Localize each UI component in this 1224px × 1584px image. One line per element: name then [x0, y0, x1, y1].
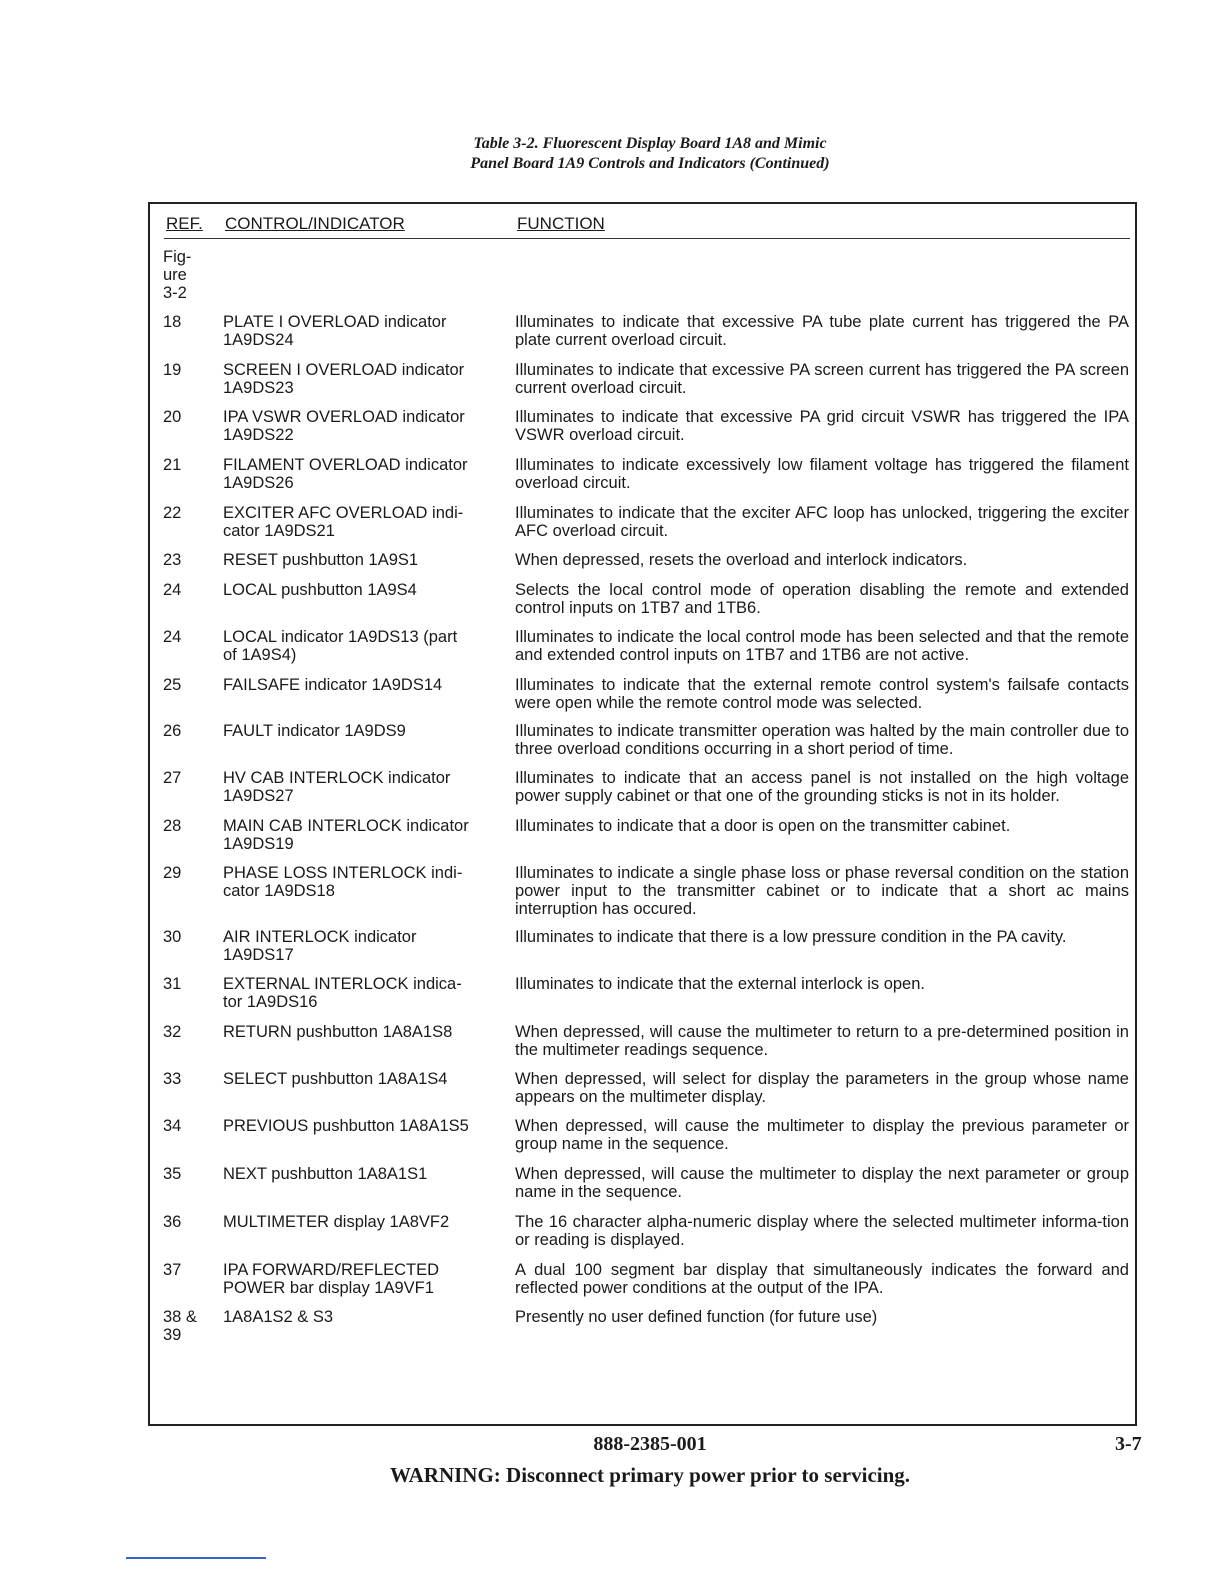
ref-cell: 27	[163, 769, 182, 787]
function-cell: Illuminates to indicate that excessive PA screen current has triggered the PA screen current overload circuit.	[515, 361, 1129, 397]
ref-cell: 30	[163, 928, 182, 946]
doc-number: 888-2385-001	[593, 1433, 707, 1455]
function-cell: Illuminates to indicate excessively low filament voltage has triggered the filament overload circuit.	[515, 456, 1129, 492]
control-cell: FILAMENT OVERLOAD indicator 1A9DS26	[223, 456, 468, 492]
control-cell: EXCITER AFC OVERLOAD indi- cator 1A9DS21	[223, 504, 464, 540]
ref-cell: Fig- ure 3-2	[163, 248, 192, 302]
function-cell: Illuminates to indicate that excessive PA tube plate current has triggered the PA plate current overload circuit.	[515, 313, 1129, 349]
ref-cell: 31	[163, 975, 182, 993]
ref-cell: 24	[163, 628, 182, 646]
function-cell: Illuminates to indicate that excessive PA grid circuit VSWR has triggered the IPA VSWR overload circuit.	[515, 408, 1129, 444]
table-caption	[0, 134, 1224, 174]
function-cell: When depressed, will cause the multimeter to display the next parameter or group name in the sequence.	[515, 1165, 1129, 1201]
ref-cell: 29	[163, 864, 182, 882]
function-cell: Illuminates to indicate that the external remote control system's failsafe contacts were open while the remote control mode was selected.	[515, 676, 1129, 712]
function-cell: Illuminates to indicate a single phase loss or phase reversal condition on the station power input to the transmitter cabinet or to indicate that a short ac mains interruption has occured.	[515, 864, 1129, 918]
control-cell: NEXT pushbutton 1A8A1S1	[223, 1165, 428, 1183]
control-cell: SCREEN I OVERLOAD indicator 1A9DS23	[223, 361, 465, 397]
control-cell: LOCAL pushbutton 1A9S4	[223, 581, 417, 599]
ref-cell: 18	[163, 313, 182, 331]
function-cell: When depressed, will cause the multimeter to display the previous parameter or group name in the sequence.	[515, 1117, 1129, 1153]
control-cell: MULTIMETER display 1A8VF2	[223, 1213, 450, 1231]
header-function: FUNCTION	[517, 214, 605, 233]
control-cell: IPA FORWARD/REFLECTED POWER bar display 1A9VF1	[223, 1261, 440, 1297]
ref-cell: 19	[163, 361, 182, 379]
ref-cell: 23	[163, 551, 182, 569]
function-cell: Illuminates to indicate transmitter operation was halted by the main controller due to three overload conditions occurring in a short period of time.	[515, 722, 1129, 758]
header-ref: REF.	[166, 214, 203, 233]
ref-cell: 36	[163, 1213, 182, 1231]
ref-cell: 35	[163, 1165, 182, 1183]
function-cell: When depressed, will select for display the parameters in the group whose name appears on the multimeter display.	[515, 1070, 1129, 1106]
control-cell: RESET pushbutton 1A9S1	[223, 551, 419, 569]
control-cell: FAILSAFE indicator 1A9DS14	[223, 676, 443, 694]
caption-line-2: Panel Board 1A9 Controls and Indicators (Continued)	[470, 155, 830, 172]
function-cell: Selects the local control mode of operation disabling the remote and extended control inputs on 1TB7 and 1TB6.	[515, 581, 1129, 617]
caption-line-1: Table 3-2. Fluorescent Display Board 1A8 and Mimic	[473, 135, 827, 152]
function-cell: Presently no user defined function (for future use)	[515, 1308, 878, 1326]
control-cell: RETURN pushbutton 1A8A1S8	[223, 1023, 453, 1041]
ref-cell: 37	[163, 1261, 182, 1279]
ref-cell: 20	[163, 408, 182, 426]
control-cell: IPA VSWR OVERLOAD indicator 1A9DS22	[223, 408, 465, 444]
ref-cell: 28	[163, 817, 182, 835]
control-cell: LOCAL indicator 1A9DS13 (part of 1A9S4)	[223, 628, 458, 664]
ref-cell: 21	[163, 456, 182, 474]
ref-cell: 33	[163, 1070, 182, 1088]
control-cell: PLATE I OVERLOAD indicator 1A9DS24	[223, 313, 447, 349]
ref-cell: 26	[163, 722, 182, 740]
control-cell: SELECT pushbutton 1A8A1S4	[223, 1070, 448, 1088]
warning-text: WARNING: Disconnect primary power prior to servicing.	[389, 1463, 911, 1487]
control-cell: PHASE LOSS INTERLOCK indi- cator 1A9DS18	[223, 864, 463, 900]
function-cell: Illuminates to indicate that the exciter AFC loop has unlocked, triggering the exciter AFC overload circuit.	[515, 504, 1129, 540]
control-cell: PREVIOUS pushbutton 1A8A1S5	[223, 1117, 469, 1135]
control-cell: FAULT indicator 1A9DS9	[223, 722, 406, 740]
ref-cell: 34	[163, 1117, 182, 1135]
function-cell: When depressed, resets the overload and interlock indicators.	[515, 551, 968, 569]
ref-cell: 32	[163, 1023, 182, 1041]
function-cell: Illuminates to indicate the local control mode has been selected and that the remote and extended control inputs on 1TB7 and 1TB6 are not active.	[515, 628, 1129, 664]
header-control: CONTROL/INDICATOR	[225, 214, 405, 233]
function-cell: A dual 100 segment bar display that simultaneously indicates the forward and reflected power conditions at the output of the IPA.	[515, 1261, 1129, 1297]
control-cell: EXTERNAL INTERLOCK indica- tor 1A9DS16	[223, 975, 462, 1011]
control-cell: AIR INTERLOCK indicator 1A9DS17	[223, 928, 417, 964]
function-cell: Illuminates to indicate that a door is open on the transmitter cabinet.	[515, 817, 1011, 835]
function-cell: When depressed, will cause the multimeter to return to a pre-determined position in the multimeter readings sequence.	[515, 1023, 1129, 1059]
ref-cell: 38 & 39	[163, 1308, 197, 1344]
control-cell: HV CAB INTERLOCK indicator 1A9DS27	[223, 769, 451, 805]
function-cell: Illuminates to indicate that the external interlock is open.	[515, 975, 925, 993]
control-cell: MAIN CAB INTERLOCK indicator 1A9DS19	[223, 817, 469, 853]
ref-cell: 25	[163, 676, 182, 694]
ref-cell: 22	[163, 504, 182, 522]
page-number: 3-7	[1115, 1433, 1142, 1455]
page-edge-mark	[126, 1557, 266, 1559]
function-cell: The 16 character alpha-numeric display where the selected multimeter informa-tion or reading is displayed.	[515, 1213, 1129, 1249]
function-cell: Illuminates to indicate that an access panel is not installed on the high voltage power supply cabinet or that one of the grounding sticks is not in its holder.	[515, 769, 1129, 805]
function-cell: Illuminates to indicate that there is a low pressure condition in the PA cavity.	[515, 928, 1067, 946]
ref-cell: 24	[163, 581, 182, 599]
table-header	[164, 212, 1130, 239]
control-cell: 1A8A1S2 & S3	[223, 1308, 334, 1326]
